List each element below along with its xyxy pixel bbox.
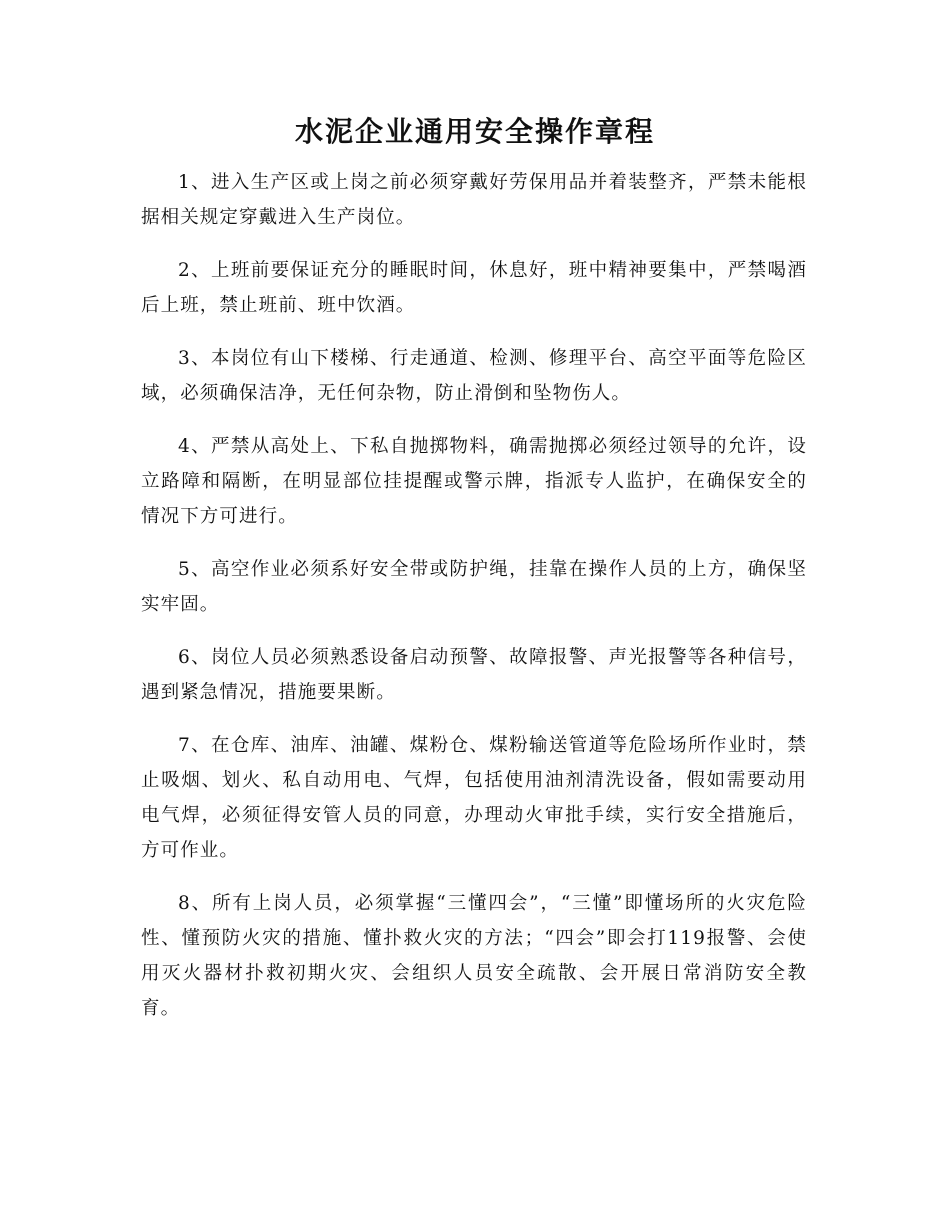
document-body <box>141 165 807 1044</box>
paragraph-1: 1、进入生产区或上岗之前必须穿戴好劳保用品并着装整齐，严禁未能根据相关规定穿戴进入生产岗位。 <box>141 172 807 228</box>
paragraph-2: 2、上班前要保证充分的睡眠时间，休息好，班中精神要集中，严禁喝酒后上班，禁止班前、班中饮酒。 <box>141 260 807 316</box>
paragraph-8: 8、所有上岗人员，必须掌握“三懂四会”，“三懂”即懂场所的火灾危险性、懂预防火灾的措施、懂扑救火灾的方法；“四会”即会打119报警、会使用灭火器材扑救初期火灾、会组织人员安全疏散、会开展日常消防安全教育。 <box>141 893 807 1019</box>
paragraph-6: 6、岗位人员必须熟悉设备启动预警、故障报警、声光报警等各种信号，遇到紧急情况，措施要果断。 <box>141 647 807 703</box>
paragraph-5: 5、高空作业必须系好安全带或防护绳，挂靠在操作人员的上方，确保坚实牢固。 <box>141 559 807 615</box>
document-title: 水泥企业通用安全操作章程 <box>294 115 655 148</box>
paragraph-4: 4、严禁从高处上、下私自抛掷物料，确需抛掷必须经过领导的允许，设立路障和隔断，在明显部位挂提醒或警示牌，指派专人监护，在确保安全的情况下方可进行。 <box>141 436 807 527</box>
paragraph-7: 7、在仓库、油库、油罐、煤粉仓、煤粉输送管道等危险场所作业时，禁止吸烟、划火、私自动用电、气焊，包括使用油剂清洗设备，假如需要动用电气焊，必须征得安管人员的同意，办理动火审批手续，实行安全措施后，方可作业。 <box>141 735 807 861</box>
paragraph-3: 3、本岗位有山下楼梯、行走通道、检测、修理平台、高空平面等危险区域，必须确保洁净，无任何杂物，防止滑倒和坠物伤人。 <box>141 348 807 404</box>
